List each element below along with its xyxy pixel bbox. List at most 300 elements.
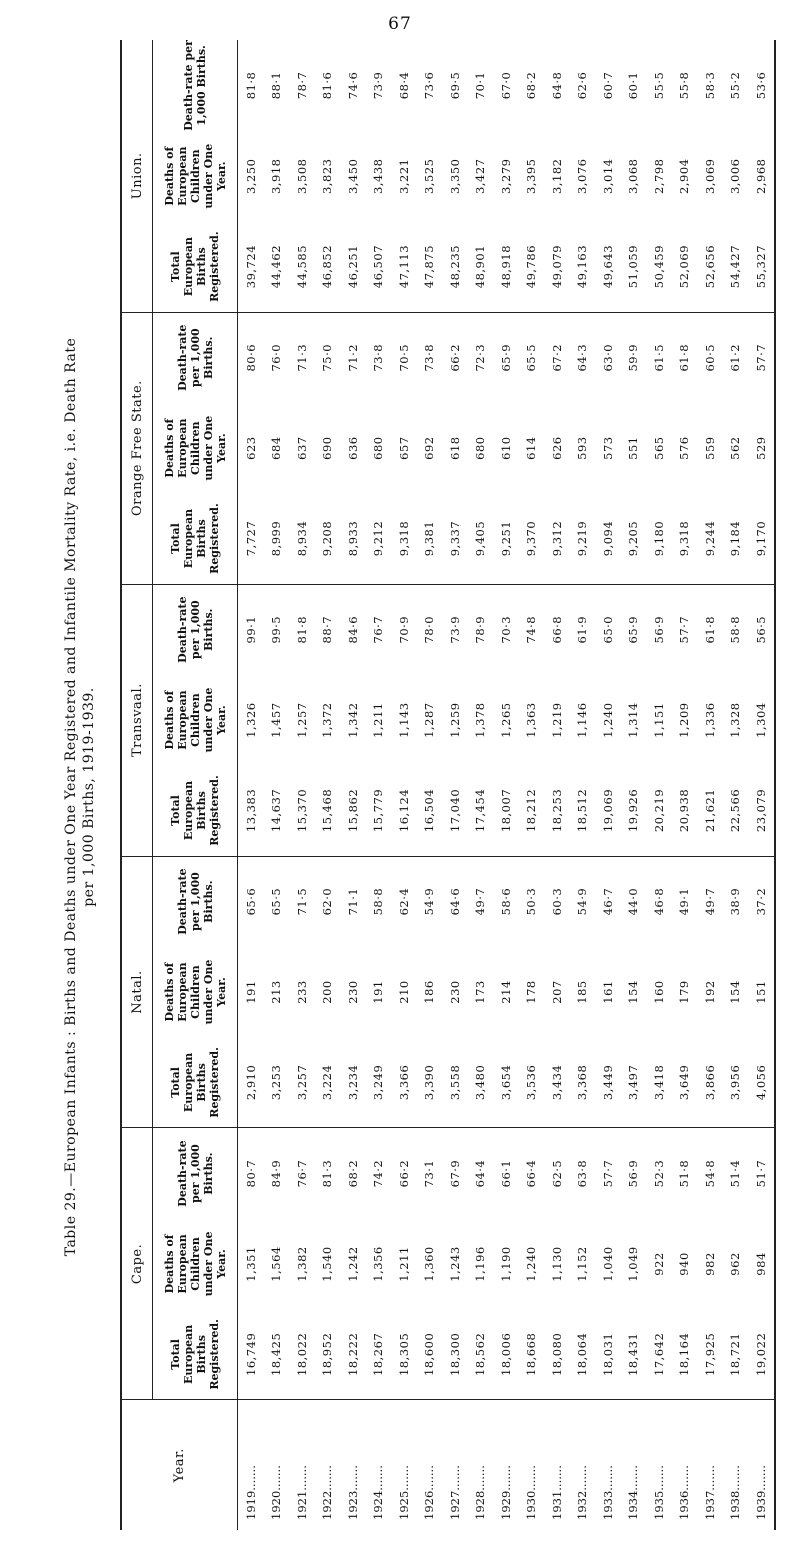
- natal-rate-cell: 49·7: [702, 887, 717, 916]
- union-rate-cell: 68·4: [396, 71, 411, 100]
- transvaal-births-cell: 23,079: [748, 765, 775, 856]
- natal-deaths-cell: 230: [447, 980, 462, 1004]
- transvaal-rate-cell: 61·9: [575, 615, 590, 644]
- year-cell: 1938.......: [728, 1465, 743, 1520]
- table-row: [621, 40, 647, 1530]
- transvaal-births-cell: 15,862: [340, 765, 366, 856]
- natal-deaths-cell: 191: [243, 980, 258, 1004]
- ofs-births-cell: 9,219: [570, 493, 596, 584]
- page-number: 67: [388, 14, 412, 34]
- ofs-deaths-cell: 562: [728, 436, 743, 460]
- ofs-rate-cell: 61·8: [677, 343, 692, 372]
- deaths-column-header: Deaths of European Children under One Year.: [153, 675, 238, 766]
- deaths-column-header: Deaths of European Children under One Year.: [153, 131, 238, 222]
- transvaal-rate-cell: 65·9: [626, 615, 641, 644]
- ofs-births-cell: 9,170: [748, 493, 775, 584]
- year-cell: 1927.......: [447, 1465, 462, 1520]
- union-rate-cell: 67·0: [498, 71, 513, 100]
- cape-deaths-cell: 1,152: [575, 1246, 590, 1282]
- union-deaths-cell: 3,525: [422, 158, 437, 194]
- natal-births-cell: 3,418: [646, 1037, 672, 1128]
- union-deaths-cell: 3,068: [626, 158, 641, 194]
- union-births-cell: 47,113: [391, 222, 417, 313]
- natal-deaths-cell: 185: [575, 980, 590, 1004]
- natal-births-cell: 3,649: [672, 1037, 698, 1128]
- cape-rate-cell: 80·7: [243, 1159, 258, 1188]
- ofs-rate-cell: 63·0: [600, 343, 615, 372]
- table-row: [417, 40, 443, 1530]
- cape-rate-cell: 51·8: [677, 1159, 692, 1188]
- cape-rate-cell: 56·9: [626, 1159, 641, 1188]
- cape-births-cell: 17,642: [646, 1309, 672, 1400]
- ofs-births-cell: 9,208: [315, 493, 341, 584]
- ofs-rate-cell: 75·0: [320, 343, 335, 372]
- cape-deaths-cell: 1,243: [447, 1246, 462, 1282]
- cape-deaths-cell: 1,351: [243, 1246, 258, 1282]
- cape-deaths-cell: 1,242: [345, 1246, 360, 1282]
- ofs-births-cell: 8,934: [289, 493, 315, 584]
- ofs-deaths-cell: 529: [748, 403, 775, 494]
- union-rate-cell: 81·8: [243, 71, 258, 100]
- cape-rate-cell: 62·5: [549, 1159, 564, 1188]
- transvaal-deaths-cell: 1,211: [371, 702, 386, 738]
- ofs-deaths-cell: 623: [243, 436, 258, 460]
- transvaal-rate-cell: 74·8: [524, 615, 539, 644]
- ofs-births-cell: 9,251: [493, 493, 519, 584]
- year-cell: 1926.......: [422, 1465, 437, 1520]
- transvaal-deaths-cell: 1,259: [447, 702, 462, 738]
- natal-births-cell: 3,253: [264, 1037, 290, 1128]
- cape-rate-cell: 52·3: [651, 1159, 666, 1188]
- transvaal-deaths-cell: 1,143: [396, 702, 411, 738]
- union-deaths-cell: 3,069: [702, 158, 717, 194]
- transvaal-deaths-cell: 1,363: [524, 702, 539, 738]
- deaths-column-header: Deaths of European Children under One Year.: [153, 1219, 238, 1310]
- ofs-births-cell: 9,244: [697, 493, 723, 584]
- ofs-rate-cell: 66·2: [447, 343, 462, 372]
- natal-deaths-cell: 192: [702, 980, 717, 1004]
- transvaal-deaths-cell: 1,287: [422, 702, 437, 738]
- transvaal-rate-cell: 70·9: [396, 615, 411, 644]
- natal-births-cell: 3,449: [595, 1037, 621, 1128]
- union-rate-cell: 81·6: [320, 71, 335, 100]
- union-deaths-cell: 3,438: [371, 158, 386, 194]
- table-row: [366, 40, 392, 1530]
- cape-rate-cell: 54·8: [702, 1159, 717, 1188]
- cape-rate-cell: 64·4: [473, 1159, 488, 1188]
- natal-births-cell: 3,234: [340, 1037, 366, 1128]
- transvaal-rate-cell: 88·7: [320, 615, 335, 644]
- ofs-deaths-cell: 614: [524, 436, 539, 460]
- union-rate-cell: 60·7: [600, 71, 615, 100]
- natal-rate-cell: 58·8: [371, 887, 386, 916]
- year-cell: 1924.......: [371, 1465, 386, 1520]
- natal-rate-cell: 38·9: [728, 887, 743, 916]
- cape-rate-cell: 67·9: [447, 1159, 462, 1188]
- natal-rate-cell: 44·0: [626, 887, 641, 916]
- ofs-deaths-cell: 559: [702, 436, 717, 460]
- ofs-rate-cell: 61·5: [651, 343, 666, 372]
- transvaal-deaths-cell: 1,209: [677, 702, 692, 738]
- natal-rate-cell: 62·0: [320, 887, 335, 916]
- union-deaths-cell: 2,798: [651, 158, 666, 194]
- union-births-cell: 52,069: [672, 222, 698, 313]
- natal-births-cell: 2,910: [238, 1037, 264, 1128]
- cape-deaths-cell: 1,049: [626, 1246, 641, 1282]
- natal-deaths-cell: 210: [396, 980, 411, 1004]
- union-rate-cell: 70·1: [473, 71, 488, 100]
- union-rate-cell: 58·3: [702, 71, 717, 100]
- natal-births-cell: 3,497: [621, 1037, 647, 1128]
- transvaal-rate-cell: 81·8: [294, 615, 309, 644]
- table-row: [723, 40, 749, 1530]
- cape-deaths-cell: 1,564: [269, 1246, 284, 1282]
- natal-rate-cell: 62·4: [396, 887, 411, 916]
- union-rate-cell: 55·5: [651, 71, 666, 100]
- natal-rate-cell: 71·1: [345, 887, 360, 916]
- ofs-rate-cell: 71·2: [345, 343, 360, 372]
- natal-births-cell: 3,956: [723, 1037, 749, 1128]
- union-births-cell: 49,786: [519, 222, 545, 313]
- union-deaths-cell: 3,006: [728, 158, 743, 194]
- natal-rate-cell: 37·2: [748, 856, 775, 947]
- table-row: [340, 40, 366, 1530]
- cape-deaths-cell: 1,356: [371, 1246, 386, 1282]
- transvaal-deaths-cell: 1,314: [626, 702, 641, 738]
- natal-deaths-cell: 230: [345, 980, 360, 1004]
- natal-deaths-cell: 233: [294, 980, 309, 1004]
- table-title: [62, 87, 102, 1507]
- ofs-births-cell: 9,184: [723, 493, 749, 584]
- transvaal-births-cell: 16,504: [417, 765, 443, 856]
- year-cell: 1936.......: [677, 1465, 692, 1520]
- cape-births-cell: 18,721: [723, 1309, 749, 1400]
- natal-rate-cell: 60·3: [549, 887, 564, 916]
- cape-deaths-cell: 1,190: [498, 1246, 513, 1282]
- transvaal-deaths-cell: 1,372: [320, 702, 335, 738]
- rotated-table-container: [120, 40, 780, 1530]
- cape-rate-cell: 73·1: [422, 1159, 437, 1188]
- union-births-cell: 46,251: [340, 222, 366, 313]
- cape-births-cell: 18,222: [340, 1309, 366, 1400]
- table-row: [238, 40, 264, 1530]
- cape-births-cell: 16,749: [238, 1309, 264, 1400]
- natal-rate-cell: 46·8: [651, 887, 666, 916]
- cape-deaths-cell: 1,360: [422, 1246, 437, 1282]
- year-cell: 1934.......: [626, 1465, 641, 1520]
- cape-births-cell: 18,080: [544, 1309, 570, 1400]
- union-deaths-cell: 3,014: [600, 158, 615, 194]
- rate-column-header: Death-rate per 1,000 Births.: [153, 856, 238, 947]
- year-cell: 1930.......: [524, 1465, 539, 1520]
- natal-rate-cell: 58·6: [498, 887, 513, 916]
- transvaal-births-cell: 14,637: [264, 765, 290, 856]
- union-rate-cell: 88·1: [269, 71, 284, 100]
- transvaal-deaths-cell: 1,240: [600, 702, 615, 738]
- ofs-births-cell: 8,999: [264, 493, 290, 584]
- rate-column-header: Death-rate per 1,000 Births.: [153, 40, 238, 131]
- cape-rate-cell: 66·4: [524, 1159, 539, 1188]
- union-births-cell: 54,427: [723, 222, 749, 313]
- table-title-line-2: per 1,000 Births, 1919-1939.: [81, 687, 97, 907]
- union-births-cell: 44,585: [289, 222, 315, 313]
- union-births-cell: 52,656: [697, 222, 723, 313]
- transvaal-births-cell: 18,212: [519, 765, 545, 856]
- transvaal-births-cell: 21,621: [697, 765, 723, 856]
- ofs-births-cell: 9,318: [391, 493, 417, 584]
- natal-rate-cell: 46·7: [600, 887, 615, 916]
- union-deaths-cell: 3,427: [473, 158, 488, 194]
- union-births-cell: 50,459: [646, 222, 672, 313]
- ofs-rate-cell: 65·9: [498, 343, 513, 372]
- ofs-births-cell: 9,370: [519, 493, 545, 584]
- transvaal-births-cell: 18,512: [570, 765, 596, 856]
- ofs-deaths-cell: 692: [422, 436, 437, 460]
- union-births-cell: 48,918: [493, 222, 519, 313]
- cape-births-cell: 18,164: [672, 1309, 698, 1400]
- province-header-union: Union.: [121, 40, 153, 312]
- births-column-header: Total European Births Registered.: [153, 765, 238, 856]
- year-cell: 1932.......: [575, 1465, 590, 1520]
- year-cell: 1921.......: [294, 1465, 309, 1520]
- union-deaths-cell: 3,395: [524, 158, 539, 194]
- union-births-cell: 55,327: [748, 222, 775, 313]
- ofs-deaths-cell: 657: [396, 436, 411, 460]
- union-rate-cell: 69·5: [447, 71, 462, 100]
- ofs-deaths-cell: 636: [345, 436, 360, 460]
- cape-births-cell: 18,425: [264, 1309, 290, 1400]
- union-deaths-cell: 2,904: [677, 158, 692, 194]
- transvaal-births-cell: 22,566: [723, 765, 749, 856]
- province-header-cape: Cape.: [121, 1128, 153, 1400]
- ofs-births-cell: 9,094: [595, 493, 621, 584]
- transvaal-births-cell: 20,219: [646, 765, 672, 856]
- cape-births-cell: 18,300: [442, 1309, 468, 1400]
- ofs-deaths-cell: 626: [549, 436, 564, 460]
- table-row: [672, 40, 698, 1530]
- union-rate-cell: 74·6: [345, 71, 360, 100]
- natal-births-cell: 3,558: [442, 1037, 468, 1128]
- union-deaths-cell: 3,450: [345, 158, 360, 194]
- cape-births-cell: 18,952: [315, 1309, 341, 1400]
- cape-rate-cell: 51·7: [748, 1128, 775, 1219]
- natal-deaths-cell: 191: [371, 980, 386, 1004]
- natal-deaths-cell: 186: [422, 980, 437, 1004]
- transvaal-deaths-cell: 1,304: [748, 675, 775, 766]
- union-deaths-cell: 3,918: [269, 158, 284, 194]
- union-deaths-cell: 3,823: [320, 158, 335, 194]
- transvaal-deaths-cell: 1,378: [473, 702, 488, 738]
- births-column-header: Total European Births Registered.: [153, 493, 238, 584]
- ofs-births-cell: 9,180: [646, 493, 672, 584]
- cape-rate-cell: 57·7: [600, 1159, 615, 1188]
- union-births-cell: 44,462: [264, 222, 290, 313]
- natal-births-cell: 3,480: [468, 1037, 494, 1128]
- cape-deaths-cell: 1,040: [600, 1246, 615, 1282]
- ofs-rate-cell: 73·8: [371, 343, 386, 372]
- cape-rate-cell: 63·8: [575, 1159, 590, 1188]
- province-header-natal: Natal.: [121, 856, 153, 1128]
- ofs-births-cell: 9,205: [621, 493, 647, 584]
- year-cell: 1935.......: [651, 1465, 666, 1520]
- union-births-cell: 49,643: [595, 222, 621, 313]
- natal-births-cell: 3,257: [289, 1037, 315, 1128]
- natal-births-cell: 4,056: [748, 1037, 775, 1128]
- cape-deaths-cell: 982: [702, 1252, 717, 1276]
- natal-births-cell: 3,866: [697, 1037, 723, 1128]
- ofs-rate-cell: 65·5: [524, 343, 539, 372]
- union-rate-cell: 60·1: [626, 71, 641, 100]
- ofs-births-cell: 9,318: [672, 493, 698, 584]
- cape-rate-cell: 66·1: [498, 1159, 513, 1188]
- natal-rate-cell: 54·9: [422, 887, 437, 916]
- births-column-header: Total European Births Registered.: [153, 1037, 238, 1128]
- year-column-header: Year.: [121, 1400, 238, 1530]
- transvaal-births-cell: 15,468: [315, 765, 341, 856]
- natal-births-cell: 3,368: [570, 1037, 596, 1128]
- natal-rate-cell: 49·1: [677, 887, 692, 916]
- cape-rate-cell: 66·2: [396, 1159, 411, 1188]
- cape-births-cell: 18,305: [391, 1309, 417, 1400]
- table-row: [289, 40, 315, 1530]
- union-rate-cell: 62·6: [575, 71, 590, 100]
- ofs-deaths-cell: 680: [473, 436, 488, 460]
- natal-births-cell: 3,249: [366, 1037, 392, 1128]
- table-row: [493, 40, 519, 1530]
- rate-column-header: Death-rate per 1,000 Births.: [153, 312, 238, 403]
- ofs-births-cell: 7,727: [238, 493, 264, 584]
- transvaal-deaths-cell: 1,336: [702, 702, 717, 738]
- natal-deaths-cell: 207: [549, 980, 564, 1004]
- cape-births-cell: 18,022: [289, 1309, 315, 1400]
- union-deaths-cell: 3,350: [447, 158, 462, 194]
- table-row: [570, 40, 596, 1530]
- union-births-cell: 48,235: [442, 222, 468, 313]
- natal-rate-cell: 50·3: [524, 887, 539, 916]
- natal-rate-cell: 71·5: [294, 887, 309, 916]
- union-rate-cell: 73·6: [422, 71, 437, 100]
- ofs-births-cell: 8,933: [340, 493, 366, 584]
- union-births-cell: 48,901: [468, 222, 494, 313]
- cape-births-cell: 18,267: [366, 1309, 392, 1400]
- ofs-births-cell: 9,381: [417, 493, 443, 584]
- ofs-rate-cell: 64·3: [575, 343, 590, 372]
- ofs-deaths-cell: 618: [447, 436, 462, 460]
- ofs-deaths-cell: 576: [677, 436, 692, 460]
- transvaal-rate-cell: 57·7: [677, 615, 692, 644]
- table-row: [391, 40, 417, 1530]
- rate-column-header: Death-rate per 1,000 Births.: [153, 1128, 238, 1219]
- ofs-births-cell: 9,312: [544, 493, 570, 584]
- ofs-rate-cell: 80·6: [243, 343, 258, 372]
- cape-rate-cell: 74·2: [371, 1159, 386, 1188]
- transvaal-rate-cell: 78·9: [473, 615, 488, 644]
- transvaal-rate-cell: 84·6: [345, 615, 360, 644]
- transvaal-rate-cell: 99·5: [269, 615, 284, 644]
- natal-births-cell: 3,366: [391, 1037, 417, 1128]
- ofs-rate-cell: 73·8: [422, 343, 437, 372]
- transvaal-births-cell: 18,253: [544, 765, 570, 856]
- ofs-deaths-cell: 610: [498, 436, 513, 460]
- natal-deaths-cell: 151: [748, 947, 775, 1038]
- natal-deaths-cell: 161: [600, 980, 615, 1004]
- table-row: [544, 40, 570, 1530]
- union-rate-cell: 73·9: [371, 71, 386, 100]
- table-row: [697, 40, 723, 1530]
- cape-births-cell: 18,431: [621, 1309, 647, 1400]
- year-cell: 1920.......: [269, 1465, 284, 1520]
- rate-column-header: Death-rate per 1,000 Births.: [153, 584, 238, 675]
- natal-rate-cell: 54·9: [575, 887, 590, 916]
- cape-rate-cell: 51·4: [728, 1159, 743, 1188]
- transvaal-births-cell: 15,370: [289, 765, 315, 856]
- cape-rate-cell: 76·7: [294, 1159, 309, 1188]
- union-births-cell: 39,724: [238, 222, 264, 313]
- union-births-cell: 51,059: [621, 222, 647, 313]
- union-rate-cell: 68·2: [524, 71, 539, 100]
- transvaal-rate-cell: 73·9: [447, 615, 462, 644]
- natal-rate-cell: 65·6: [243, 887, 258, 916]
- union-deaths-cell: 3,221: [396, 158, 411, 194]
- ofs-rate-cell: 60·5: [702, 343, 717, 372]
- union-deaths-cell: 3,250: [243, 158, 258, 194]
- transvaal-deaths-cell: 1,342: [345, 702, 360, 738]
- transvaal-rate-cell: 56·9: [651, 615, 666, 644]
- ofs-deaths-cell: 690: [320, 436, 335, 460]
- infant-mortality-table: [120, 40, 776, 1530]
- cape-births-cell: 18,031: [595, 1309, 621, 1400]
- table-title-line-1: Table 29.—European Infants : Births and Deaths under One Year Registered and Infantile Mortality Rate, i.e. Death Rate: [63, 337, 79, 1257]
- cape-deaths-cell: 1,540: [320, 1246, 335, 1282]
- year-cell: 1933.......: [600, 1465, 615, 1520]
- transvaal-deaths-cell: 1,219: [549, 702, 564, 738]
- year-cell: 1939.......: [748, 1400, 775, 1530]
- transvaal-deaths-cell: 1,151: [651, 702, 666, 738]
- births-column-header: Total European Births Registered.: [153, 1309, 238, 1400]
- union-deaths-cell: 3,182: [549, 158, 564, 194]
- cape-births-cell: 18,006: [493, 1309, 519, 1400]
- year-cell: 1928.......: [473, 1465, 488, 1520]
- transvaal-births-cell: 15,779: [366, 765, 392, 856]
- transvaal-rate-cell: 65·0: [600, 615, 615, 644]
- union-deaths-cell: 3,508: [294, 158, 309, 194]
- transvaal-rate-cell: 66·8: [549, 615, 564, 644]
- ofs-deaths-cell: 684: [269, 436, 284, 460]
- table-row: [315, 40, 341, 1530]
- transvaal-rate-cell: 58·8: [728, 615, 743, 644]
- natal-deaths-cell: 173: [473, 980, 488, 1004]
- cape-deaths-cell: 984: [748, 1219, 775, 1310]
- table-row: [519, 40, 545, 1530]
- natal-rate-cell: 49·7: [473, 887, 488, 916]
- transvaal-deaths-cell: 1,326: [243, 702, 258, 738]
- ofs-deaths-cell: 637: [294, 436, 309, 460]
- union-rate-cell: 55·8: [677, 71, 692, 100]
- transvaal-births-cell: 19,069: [595, 765, 621, 856]
- transvaal-births-cell: 17,454: [468, 765, 494, 856]
- natal-births-cell: 3,536: [519, 1037, 545, 1128]
- births-column-header: Total European Births Registered.: [153, 222, 238, 313]
- transvaal-deaths-cell: 1,146: [575, 702, 590, 738]
- cape-rate-cell: 68·2: [345, 1159, 360, 1188]
- natal-deaths-cell: 160: [651, 980, 666, 1004]
- transvaal-births-cell: 13,383: [238, 765, 264, 856]
- union-deaths-cell: 3,076: [575, 158, 590, 194]
- cape-deaths-cell: 1,211: [396, 1246, 411, 1282]
- ofs-births-cell: 9,337: [442, 493, 468, 584]
- union-births-cell: 49,079: [544, 222, 570, 313]
- table-body: [238, 40, 775, 1530]
